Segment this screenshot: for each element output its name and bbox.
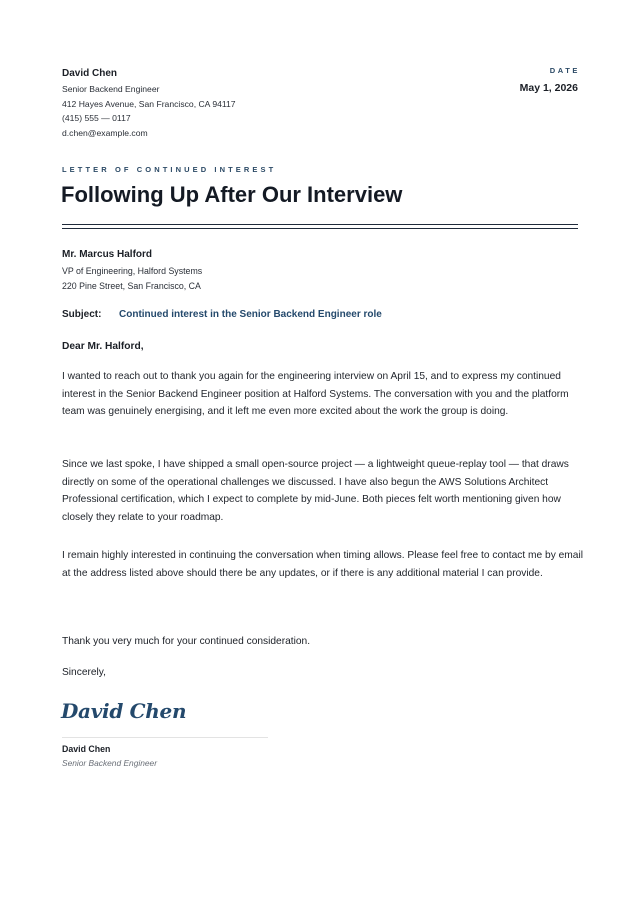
subject-line — [62, 308, 382, 321]
signature-rule — [62, 737, 268, 738]
title-divider-top — [62, 224, 578, 225]
signer-title: Senior Backend Engineer — [62, 758, 157, 768]
sender-phone: (415) 555 — 0117 — [62, 113, 131, 123]
recipient-block — [62, 248, 202, 294]
recipient-role: VP of Engineering, Halford Systems — [62, 266, 203, 276]
signer-name: David Chen — [62, 744, 111, 754]
sender-name: David Chen — [62, 68, 118, 79]
subject-value: Continued interest in the Senior Backend Engineer role — [119, 309, 382, 320]
sender-email: d.chen@example.com — [62, 127, 148, 138]
sender-block — [62, 68, 236, 140]
date-label: DATE — [549, 66, 580, 75]
salutation: Dear Mr. Halford, — [62, 341, 144, 352]
closing-line: Thank you very much for your continued consideration. — [62, 636, 311, 647]
subject-label: Subject: — [62, 309, 102, 320]
recipient-name: Mr. Marcus Halford — [62, 249, 153, 260]
signoff: Sincerely, — [62, 667, 106, 678]
body-paragraph: I remain highly interested in continuing the conversation when timing allows. Please feel free to contact me by email at the address listed above should there be any updates, or if there is any additional material I can provide. — [62, 550, 583, 579]
letter-type-eyebrow: LETTER OF CONTINUED INTEREST — [62, 165, 277, 174]
sender-address: 412 Hayes Avenue, San Francisco, CA 94117 — [62, 98, 236, 109]
date-value: May 1, 2026 — [519, 82, 578, 94]
date-block — [520, 66, 578, 95]
sender-title: Senior Backend Engineer — [62, 84, 160, 94]
handwritten-signature: David Chen — [61, 699, 187, 723]
letter-title: Following Up After Our Interview — [61, 182, 403, 207]
title-divider-bottom — [62, 228, 578, 229]
body-paragraph: I wanted to reach out to thank you again for the engineering interview on April 15, and to express my continued interest in the Senior Backend Engineer position at Halford Systems. The conversation with you and the platform team was genuinely energising, and it left me even more excited about the work the group is doing. — [62, 371, 569, 417]
recipient-address: 220 Pine Street, San Francisco, CA — [62, 281, 201, 291]
body-paragraph: Since we last spoke, I have shipped a small open-source project — a lightweight queue-replay tool — that draws directly on some of the operational challenges we discussed. I have also begun the AWS Solutions Architect Professional certification, which I expect to complete by mid-June. Both pieces felt worth mentioning given how closely they relate to your roadmap. — [62, 459, 569, 523]
